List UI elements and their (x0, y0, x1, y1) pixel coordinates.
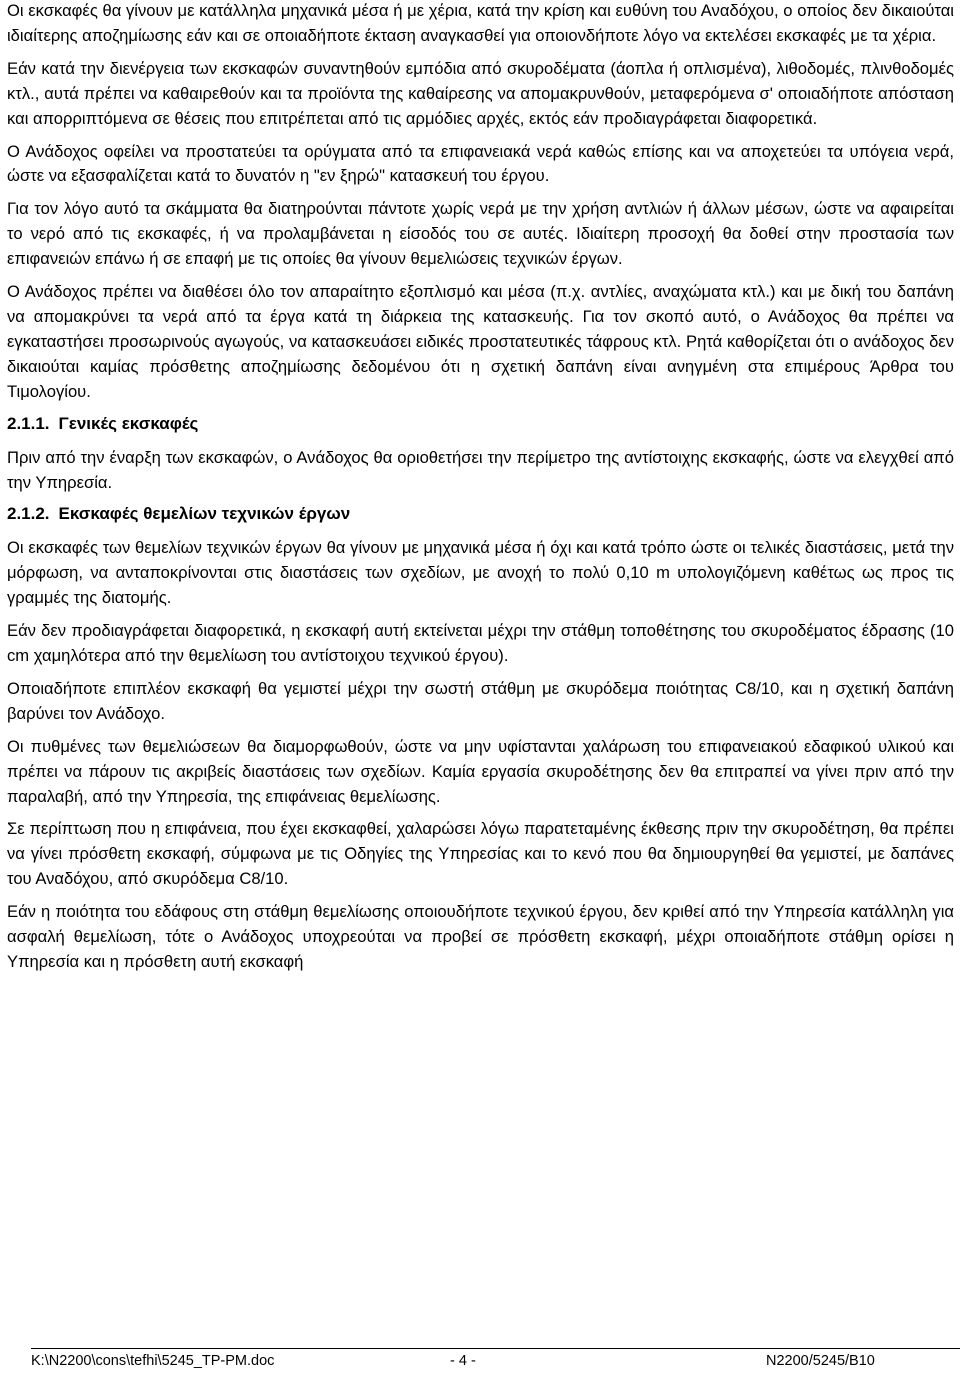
body-paragraph: Εάν η ποιότητα του εδάφους στη στάθμη θεμελίωσης οποιουδήποτε τεχνικού έργου, δεν κριθεί από την Υπηρεσία κατάλληλη για ασφαλή θεμελίωση, τότε ο Ανάδοχος υποχρεούται να προβεί σε πρόσθετη εκσκαφή, μέχρι οποιαδήποτε στάθμη ορίσει η Υπηρεσία και η πρόσθετη αυτή εκσκαφή (7, 902, 954, 971)
footer-file-path: K:\N2200\cons\tefhi\5245_TP-PM.doc (31, 1353, 275, 1369)
body-paragraph: Για τον λόγο αυτό τα σκάμματα θα διατηρούνται πάντοτε χωρίς νερά με την χρήση αντλιών ή άλλων μέσων, ώστε να αφαιρείται το νερό από τις εκσκαφές, ή να προλαμβάνεται η είσοδός του σε αυτές. Ιδιαίτερη προσοχή θα δοθεί στην προστασία των επιφανειών επάνω ή σε επαφή με τις οποίες θα γίνουν θεμελιώσεις τεχνικών έργων. (7, 199, 954, 269)
section-heading-general-excavations (7, 413, 954, 435)
footer-page-number: - 4 - (450, 1353, 476, 1369)
body-paragraph: Εάν δεν προδιαγράφεται διαφορετικά, η εκσκαφή αυτή εκτείνεται μέχρι την στάθμη τοποθέτησης του σκυροδέματος έδρασης (10 cm χαμηλότερα από την θεμελίωση του αντίστοιχου τεχνικού έργου). (7, 621, 954, 666)
body-paragraph: Οι εκσκαφές των θεμελίων τεχνικών έργων θα γίνουν με μηχανικά μέσα ή όχι και κατά τρόπο ώστε οι τελικές διαστάσεις, μετά την μόρφωση, να ανταποκρίνονται στις διαστάσεις των σχεδίων, με ανοχή το πολύ 0,10 m υπολογιζόμενη καθέτως ως προς τις γραμμές της διατομής. (7, 538, 954, 608)
section-number: 2.1.2. (7, 504, 50, 524)
body-paragraph: Πριν από την έναρξη των εκσκαφών, ο Ανάδοχος θα οριοθετήσει την περίμετρο της αντίστοιχης εκσκαφής, ώστε να ελεγχθεί από την Υπηρεσία. (7, 447, 954, 492)
section-title: Γενικές εκσκαφές (58, 413, 199, 433)
body-paragraph: Ο Ανάδοχος οφείλει να προστατεύει τα ορύγματα από τα επιφανειακά νερά καθώς επίσης και να αποχετεύει τα υπόγεια νερά, ώστε να εξασφαλίζεται κατά το δυνατόν η "εν ξηρώ" κατασκευή του έργου. (7, 141, 954, 186)
section-heading-foundation-excavations (7, 503, 954, 525)
body-paragraph: Σε περίπτωση που η επιφάνεια, που έχει εκσκαφθεί, χαλαρώσει λόγω παρατεταμένης έκθεσης πριν την σκυροδέτηση, θα πρέπει να γίνει πρόσθετη εκσκαφή, σύμφωνα με τις Οδηγίες της Υπηρεσίας και το κενό που θα δημιουργηθεί θα γεμιστεί, με δαπάνες του Αναδόχου, από σκυρόδεμα C8/10. (7, 819, 954, 889)
body-paragraph: Οι πυθμένες των θεμελιώσεων θα διαμορφωθούν, ώστε να μην υφίστανται χαλάρωση του επιφανειακού εδαφικού υλικού και πρέπει να πάρουν τις ακριβείς διαστάσεις των σχεδίων. Καμία εργασία σκυροδέτησης δεν θα επιτραπεί να γίνει πριν από την παραλαβή, από την Υπηρεσία, της επιφάνειας θεμελίωσης. (7, 736, 954, 806)
page-footer (0, 1352, 960, 1372)
footer-divider (31, 1348, 960, 1349)
section-title: Εκσκαφές θεμελίων τεχνικών έργων (58, 504, 351, 524)
body-paragraph: Ο Ανάδοχος πρέπει να διαθέσει όλο τον απαραίτητο εξοπλισμό και μέσα (π.χ. αντλίες, αναχώματα κτλ.) και με δική του δαπάνη να απομακρύνει τα νερά από τα έργα κατά τη διάρκεια της κατασκευής. Για τον σκοπό αυτό, ο Ανάδοχος θα πρέπει να εγκαταστήσει προσωρινούς αγωγούς, να κατασκευάσει ειδικές προστατευτικές τάφρους κτλ. Ρητά καθορίζεται ότι ο ανάδοχος δεν δικαιούται καμίας πρόσθετης αποζημίωσης δεδομένου ότι η σχετική δαπάνη είναι ανηγμένη στα επιμέρους Άρθρα του Τιμολογίου. (7, 282, 954, 401)
document-page (7, 0, 954, 983)
footer-doc-code: N2200/5245/B10 (766, 1353, 875, 1369)
body-paragraph: Οποιαδήποτε επιπλέον εκσκαφή θα γεμιστεί μέχρι την σωστή στάθμη με σκυρόδεμα ποιότητας C8/10, και η σχετική δαπάνη βαρύνει τον Ανάδοχο. (7, 678, 954, 723)
body-paragraph: Εάν κατά την διενέργεια των εκσκαφών συναντηθούν εμπόδια από σκυροδέματα (άοπλα ή οπλισμένα), λιθοδομές, πλινθοδομές κτλ., αυτά πρέπει να καθαιρεθούν και τα προϊόντα της καθαίρεσης να απομακρυνθούν, μεταφερόμενα σ' οποιαδήποτε απόσταση και απορριπτόμενα σε θέσεις που επιτρέπεται από τις αρμόδιες αρχές, εκτός εάν προδιαγράφεται διαφορετικά. (7, 58, 954, 128)
body-paragraph: Οι εκσκαφές θα γίνουν με κατάλληλα μηχανικά μέσα ή με χέρια, κατά την κρίση και ευθύνη του Αναδόχου, ο οποίος δεν δικαιούται ιδιαίτερης αποζημίωσης εάν και σε οποιαδήποτε έκταση αναγκασθεί για οποιονδήποτε λόγο να εκτελέσει εκσκαφές με τα χέρια. (7, 1, 954, 45)
section-number: 2.1.1. (7, 413, 50, 433)
